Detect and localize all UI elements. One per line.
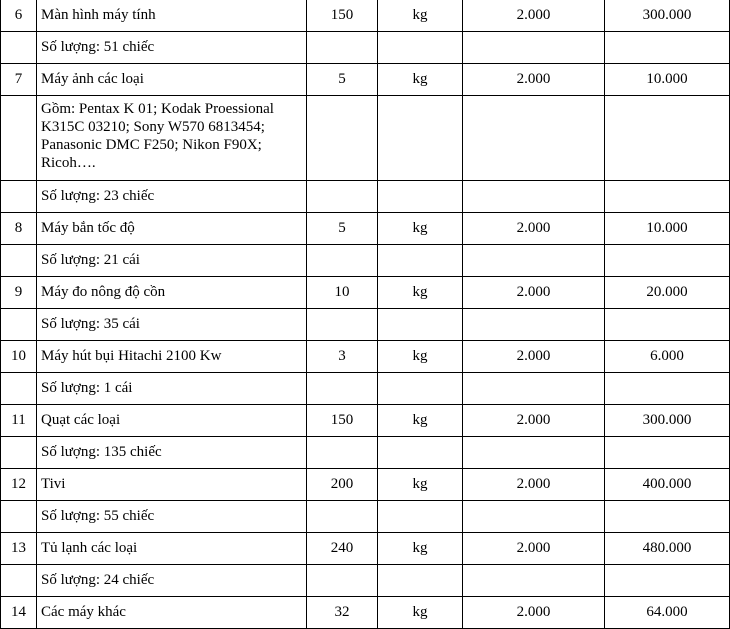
item-total: 480.000 bbox=[605, 533, 730, 565]
item-name: Màn hình máy tính bbox=[37, 0, 307, 32]
item-weight: 240 bbox=[307, 533, 378, 565]
item-unit-price: 2.000 bbox=[463, 64, 605, 96]
item-name: Máy hút bụi Hitachi 2100 Kw bbox=[37, 341, 307, 373]
item-unit: kg bbox=[378, 341, 463, 373]
item-unit: kg bbox=[378, 277, 463, 309]
item-number bbox=[1, 32, 37, 64]
table-row bbox=[1, 96, 730, 181]
item-unit: kg bbox=[378, 0, 463, 32]
table-row bbox=[1, 501, 730, 533]
table-row bbox=[1, 533, 730, 565]
item-total bbox=[605, 181, 730, 213]
table-row bbox=[1, 277, 730, 309]
item-name: Số lượng: 21 cái bbox=[37, 245, 307, 277]
item-unit: kg bbox=[378, 64, 463, 96]
item-number bbox=[1, 181, 37, 213]
item-unit bbox=[378, 437, 463, 469]
item-weight bbox=[307, 501, 378, 533]
item-number: 11 bbox=[1, 405, 37, 437]
table-row bbox=[1, 181, 730, 213]
item-total: 400.000 bbox=[605, 469, 730, 501]
item-total: 10.000 bbox=[605, 64, 730, 96]
item-total bbox=[605, 437, 730, 469]
item-total bbox=[605, 96, 730, 181]
item-unit bbox=[378, 501, 463, 533]
item-unit bbox=[378, 373, 463, 405]
item-number bbox=[1, 501, 37, 533]
table-row bbox=[1, 437, 730, 469]
item-weight: 200 bbox=[307, 469, 378, 501]
table-row bbox=[1, 373, 730, 405]
table-row bbox=[1, 469, 730, 501]
item-unit-price: 2.000 bbox=[463, 0, 605, 32]
item-weight: 10 bbox=[307, 277, 378, 309]
item-weight bbox=[307, 565, 378, 597]
item-weight bbox=[307, 96, 378, 181]
item-unit bbox=[378, 565, 463, 597]
table-row bbox=[1, 405, 730, 437]
item-unit-price bbox=[463, 309, 605, 341]
item-weight bbox=[307, 373, 378, 405]
item-name: Số lượng: 1 cái bbox=[37, 373, 307, 405]
item-unit-price: 2.000 bbox=[463, 469, 605, 501]
item-unit-price bbox=[463, 245, 605, 277]
item-unit-price bbox=[463, 501, 605, 533]
table-row bbox=[1, 213, 730, 245]
item-name: Tivi bbox=[37, 469, 307, 501]
item-number bbox=[1, 96, 37, 181]
item-weight: 5 bbox=[307, 213, 378, 245]
item-number bbox=[1, 245, 37, 277]
item-unit: kg bbox=[378, 597, 463, 629]
item-unit bbox=[378, 245, 463, 277]
item-name: Số lượng: 51 chiếc bbox=[37, 32, 307, 64]
item-name: Tủ lạnh các loại bbox=[37, 533, 307, 565]
item-weight: 150 bbox=[307, 0, 378, 32]
item-name: Máy đo nông độ cồn bbox=[37, 277, 307, 309]
item-weight: 32 bbox=[307, 597, 378, 629]
item-number: 12 bbox=[1, 469, 37, 501]
item-name: Số lượng: 24 chiếc bbox=[37, 565, 307, 597]
item-total: 10.000 bbox=[605, 213, 730, 245]
item-weight bbox=[307, 181, 378, 213]
table-row bbox=[1, 565, 730, 597]
item-unit-price: 2.000 bbox=[463, 341, 605, 373]
item-name: Máy ảnh các loại bbox=[37, 64, 307, 96]
item-name: Số lượng: 135 chiếc bbox=[37, 437, 307, 469]
item-unit: kg bbox=[378, 533, 463, 565]
item-number bbox=[1, 373, 37, 405]
item-unit-price: 2.000 bbox=[463, 533, 605, 565]
item-total bbox=[605, 501, 730, 533]
table-row bbox=[1, 0, 730, 32]
item-weight: 150 bbox=[307, 405, 378, 437]
item-weight: 5 bbox=[307, 64, 378, 96]
item-total bbox=[605, 32, 730, 64]
item-unit bbox=[378, 181, 463, 213]
item-name: Số lượng: 35 cái bbox=[37, 309, 307, 341]
item-weight bbox=[307, 32, 378, 64]
item-name: Số lượng: 23 chiếc bbox=[37, 181, 307, 213]
item-unit bbox=[378, 96, 463, 181]
item-number: 14 bbox=[1, 597, 37, 629]
item-unit-price bbox=[463, 32, 605, 64]
item-weight bbox=[307, 309, 378, 341]
item-unit bbox=[378, 32, 463, 64]
item-name: Máy bắn tốc độ bbox=[37, 213, 307, 245]
item-number: 6 bbox=[1, 0, 37, 32]
item-number: 10 bbox=[1, 341, 37, 373]
table-row bbox=[1, 64, 730, 96]
item-total: 20.000 bbox=[605, 277, 730, 309]
item-unit: kg bbox=[378, 213, 463, 245]
table-row bbox=[1, 32, 730, 64]
table-row bbox=[1, 341, 730, 373]
item-number: 9 bbox=[1, 277, 37, 309]
table-row bbox=[1, 245, 730, 277]
item-total: 300.000 bbox=[605, 405, 730, 437]
item-unit-price bbox=[463, 565, 605, 597]
table-body bbox=[1, 0, 730, 629]
item-total bbox=[605, 245, 730, 277]
item-unit: kg bbox=[378, 405, 463, 437]
item-number: 13 bbox=[1, 533, 37, 565]
item-weight bbox=[307, 437, 378, 469]
item-total: 6.000 bbox=[605, 341, 730, 373]
item-weight bbox=[307, 245, 378, 277]
item-number: 7 bbox=[1, 64, 37, 96]
item-total bbox=[605, 373, 730, 405]
item-total: 64.000 bbox=[605, 597, 730, 629]
item-name: Quạt các loại bbox=[37, 405, 307, 437]
item-unit-price: 2.000 bbox=[463, 213, 605, 245]
item-total bbox=[605, 565, 730, 597]
item-weight: 3 bbox=[307, 341, 378, 373]
item-unit-price bbox=[463, 96, 605, 181]
item-number: 8 bbox=[1, 213, 37, 245]
item-unit-price: 2.000 bbox=[463, 597, 605, 629]
table-row bbox=[1, 309, 730, 341]
item-number bbox=[1, 565, 37, 597]
item-unit bbox=[378, 309, 463, 341]
item-unit-price: 2.000 bbox=[463, 405, 605, 437]
item-unit-price bbox=[463, 181, 605, 213]
item-name: Gồm: Pentax K 01; Kodak Proessional K315C 03210; Sony W570 6813454; Panasonic DMC F250; Nikon F90X; Ricoh…. bbox=[37, 96, 307, 181]
item-name: Số lượng: 55 chiếc bbox=[37, 501, 307, 533]
item-total: 300.000 bbox=[605, 0, 730, 32]
item-total bbox=[605, 309, 730, 341]
item-unit-price bbox=[463, 373, 605, 405]
item-number bbox=[1, 309, 37, 341]
item-name: Các máy khác bbox=[37, 597, 307, 629]
item-unit-price: 2.000 bbox=[463, 277, 605, 309]
item-unit-price bbox=[463, 437, 605, 469]
item-number bbox=[1, 437, 37, 469]
item-unit: kg bbox=[378, 469, 463, 501]
